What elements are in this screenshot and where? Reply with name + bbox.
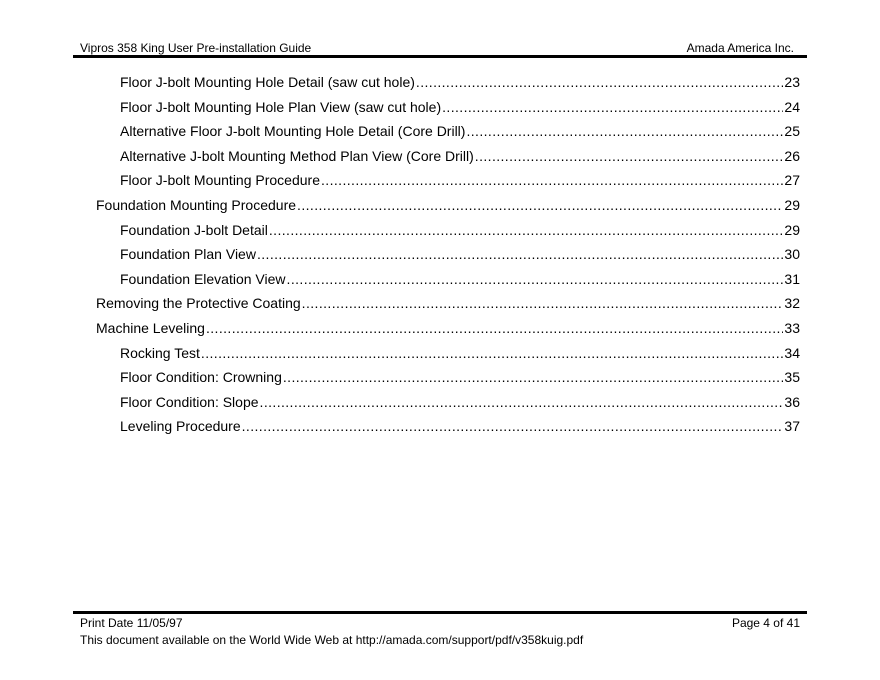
toc-dot-leader	[442, 97, 783, 117]
toc-entry-page: 27	[784, 172, 800, 189]
toc-entry-page: 33	[784, 320, 800, 336]
toc-dot-leader	[302, 293, 784, 313]
toc-dot-leader	[242, 416, 784, 436]
toc-entry-page: 31	[784, 270, 800, 287]
toc-entry-title: Foundation Elevation View	[120, 270, 286, 287]
toc-entry-page: 35	[784, 369, 800, 386]
toc-entry[interactable]	[120, 220, 800, 240]
toc-entry[interactable]	[96, 293, 800, 313]
toc-dot-leader	[260, 392, 784, 412]
toc-dot-leader	[466, 121, 783, 141]
toc-entry-page: 34	[784, 344, 800, 361]
toc-entry-page: 29	[784, 221, 800, 238]
toc-entry[interactable]	[120, 367, 800, 387]
toc-entry-title: Foundation J-bolt Detail	[120, 221, 268, 238]
toc-dot-leader	[257, 244, 783, 264]
toc-entry-page: 37	[784, 418, 800, 435]
toc-entry-title: Leveling Procedure	[120, 418, 241, 435]
footer-rule	[73, 611, 807, 614]
toc-entry-page: 25	[784, 123, 800, 140]
toc-dot-leader	[321, 170, 783, 190]
toc-dot-leader	[416, 72, 784, 92]
toc-entry[interactable]	[120, 269, 800, 289]
toc-entry[interactable]	[120, 146, 800, 166]
toc-entry-title: Floor Condition: Slope	[120, 393, 259, 410]
toc-entry-title: Floor J-bolt Mounting Hole Plan View (saw cut hole)	[120, 98, 442, 115]
toc-entry[interactable]	[120, 392, 800, 412]
print-date: Print Date 11/05/97	[80, 616, 183, 630]
toc-dot-leader	[283, 367, 784, 387]
toc-entry-title: Foundation Mounting Procedure	[96, 197, 297, 213]
toc-entry-page: 23	[784, 74, 800, 90]
page-number: Page 4 of 41	[731, 616, 800, 630]
page-header	[80, 40, 800, 56]
toc-entry-page: 30	[784, 246, 800, 263]
toc-dot-leader	[206, 318, 783, 338]
toc-dot-leader	[201, 343, 784, 363]
toc-entry[interactable]	[120, 72, 800, 92]
toc-dot-leader	[287, 269, 784, 289]
toc-entry[interactable]	[96, 195, 800, 215]
toc-entry-page: 32	[784, 295, 800, 312]
toc-entry-page: 36	[784, 393, 800, 410]
toc-dot-leader	[269, 220, 784, 240]
toc-entry-title: Foundation Plan View	[120, 246, 256, 263]
toc-entry-title: Rocking Test	[120, 344, 200, 361]
toc-entry[interactable]	[120, 244, 800, 264]
toc-entry-title: Floor J-bolt Mounting Hole Detail (saw cut hole)	[120, 74, 415, 90]
toc-entry-title: Alternative Floor J-bolt Mounting Hole Detail (Core Drill)	[120, 123, 466, 140]
toc-entry[interactable]	[120, 416, 800, 436]
toc-entry-page: 29	[784, 197, 800, 213]
toc-entry-title: Alternative J-bolt Mounting Method Plan View (Core Drill)	[120, 147, 474, 164]
toc-entry-page: 26	[784, 147, 800, 164]
toc-entry-title: Floor J-bolt Mounting Procedure	[120, 172, 320, 189]
company-name: Amada America Inc.	[686, 41, 794, 55]
toc-entry-page: 24	[784, 98, 800, 115]
toc-entry[interactable]	[120, 121, 800, 141]
document-title: Vipros 358 King User Pre-installation Guide	[80, 41, 312, 55]
availability-note: This document available on the World Wide Web at http://amada.com/support/pdf/v358kuig.pdf	[80, 633, 584, 647]
toc-dot-leader	[475, 146, 784, 166]
toc-entry-title: Floor Condition: Crowning	[120, 369, 282, 386]
toc-entry[interactable]	[96, 318, 800, 338]
header-rule	[73, 55, 807, 58]
toc-dot-leader	[297, 195, 783, 215]
toc-entry[interactable]	[120, 343, 800, 363]
toc-entry[interactable]	[120, 170, 800, 190]
toc-entry-title: Machine Leveling	[96, 320, 205, 336]
toc-entry-title: Removing the Protective Coating	[96, 295, 301, 312]
toc-entry[interactable]	[120, 97, 800, 117]
